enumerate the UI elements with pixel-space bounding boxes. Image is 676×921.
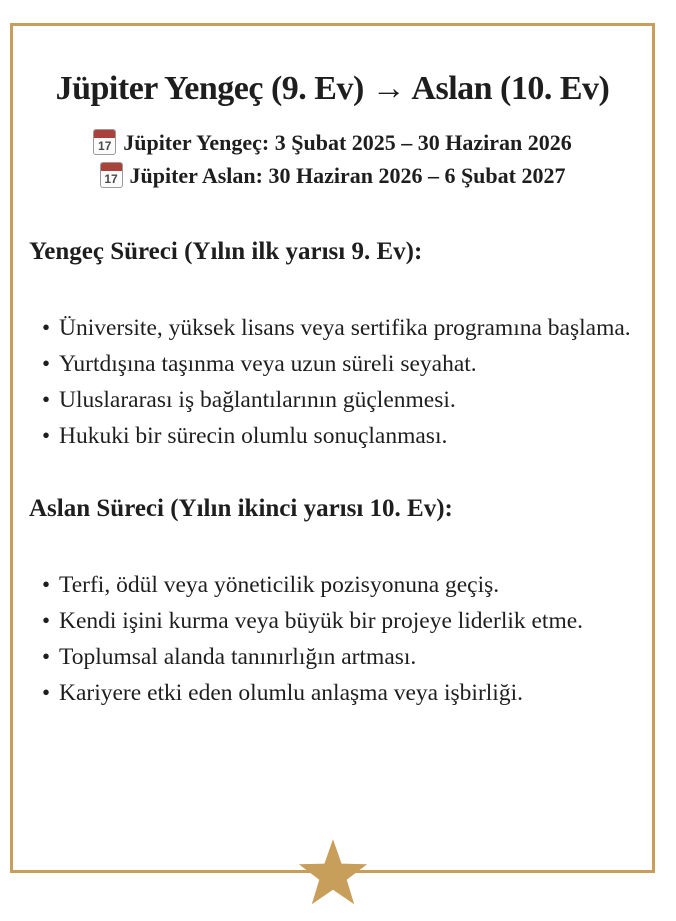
date-line: [13, 159, 652, 192]
date-text: Jüpiter Aslan: 30 Haziran 2026 – 6 Şubat 2027: [129, 163, 566, 188]
list-item: • Terfi, ödül veya yöneticilik pozisyonuna geçiş.: [59, 567, 640, 603]
bullet-list-yengec: [29, 310, 640, 454]
list-item: • Kendi işini kurma veya büyük bir projeye liderlik etme.: [59, 603, 640, 639]
list-item: • Kariyere etki eden olumlu anlaşma veya işbirliği.: [59, 675, 640, 711]
list-item: • Uluslararası iş bağlantılarının güçlenmesi.: [59, 382, 640, 418]
list-item: • Toplumsal alanda tanınırlığın artması.: [59, 639, 640, 675]
card-frame: [10, 23, 655, 873]
date-text: Jüpiter Yengeç: 3 Şubat 2025 – 30 Haziran 2026: [123, 130, 572, 155]
calendar-icon: [93, 129, 116, 155]
calendar-icon-header: [94, 130, 115, 138]
section-heading-aslan: Aslan Süreci (Yılın ikinci yarısı 10. Ev):: [29, 495, 453, 522]
section-heading-yengec: Yengeç Süreci (Yılın ilk yarısı 9. Ev):: [29, 238, 423, 265]
calendar-icon: [100, 162, 123, 188]
card-content: [13, 237, 652, 711]
list-item: • Üniversite, yüksek lisans veya sertifika programına başlama.: [59, 310, 640, 346]
date-line: [13, 126, 652, 159]
list-item: • Yurtdışına taşınma veya uzun süreli seyahat.: [59, 346, 640, 382]
page-title: Jüpiter Yengeç (9. Ev) → Aslan (10. Ev): [55, 70, 610, 107]
star-icon: [298, 839, 367, 905]
calendar-icon-day: 17: [98, 139, 112, 153]
list-item: • Hukuki bir sürecin olumlu sonuçlanması.: [59, 418, 640, 454]
bullet-list-aslan: [29, 567, 640, 711]
calendar-icon-header: [101, 163, 122, 171]
calendar-icon-day: 17: [104, 172, 118, 186]
date-list: [13, 126, 652, 192]
